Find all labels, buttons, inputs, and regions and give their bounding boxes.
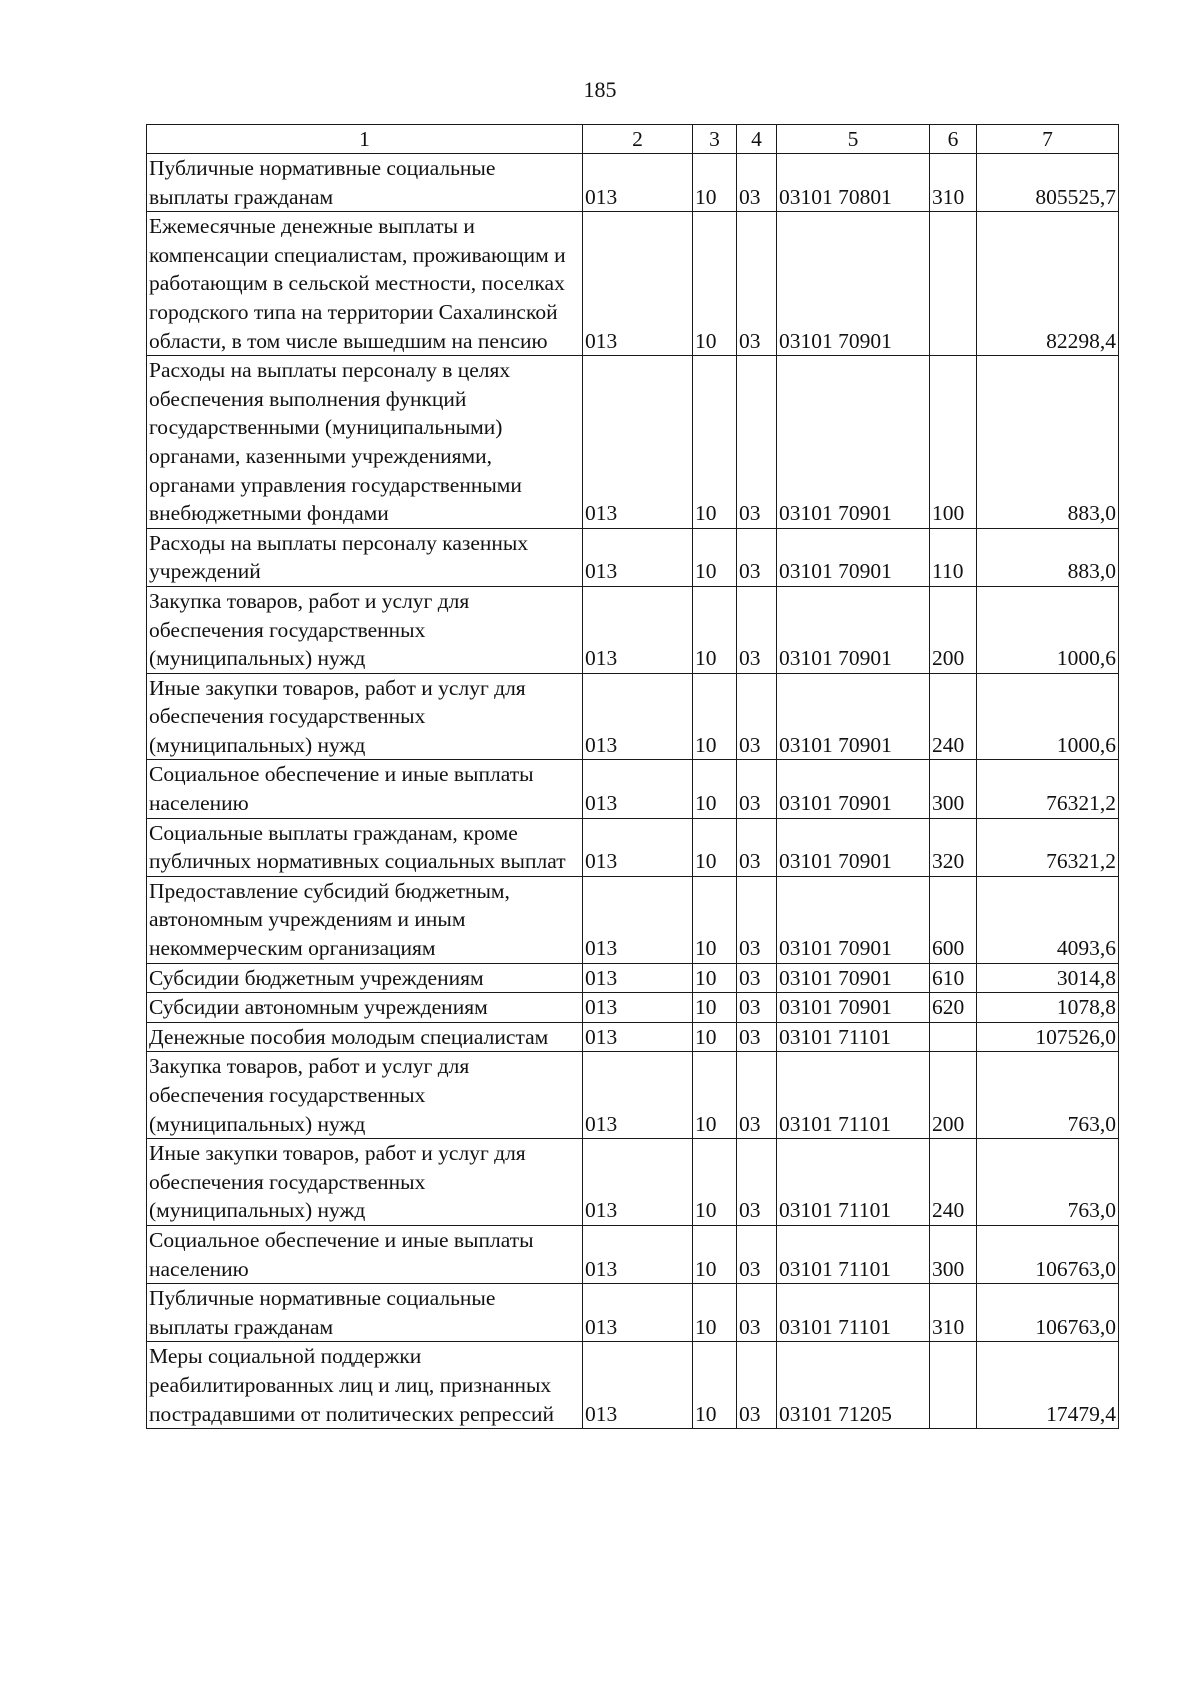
expense-name-cell: Предоставление субсидий бюджетным, автономным учреждениям и иным некоммерческим организациям [147,876,583,963]
column-header-3: 3 [693,125,737,154]
column-header-1: 1 [147,125,583,154]
ministry-code-cell: 013 [583,528,693,586]
section-code-cell: 10 [693,818,737,876]
amount-cell: 805525,7 [977,154,1119,212]
section-code-cell: 10 [693,963,737,993]
target-article-cell: 03101 70901 [777,876,930,963]
table-row [147,876,1119,963]
subsection-code-cell: 03 [737,1342,777,1429]
expense-name-cell: Социальные выплаты гражданам, кроме публичных нормативных социальных выплат [147,818,583,876]
expense-type-cell: 620 [930,993,977,1023]
amount-cell: 82298,4 [977,212,1119,356]
target-article-cell: 03101 70901 [777,993,930,1023]
expense-type-cell: 240 [930,673,977,760]
column-header-2: 2 [583,125,693,154]
table-row [147,212,1119,356]
ministry-code-cell: 013 [583,1225,693,1283]
amount-cell: 883,0 [977,356,1119,529]
table-row [147,1342,1119,1429]
subsection-code-cell: 03 [737,1022,777,1052]
expense-type-cell: 310 [930,154,977,212]
column-header-7: 7 [977,125,1119,154]
expense-name-cell: Иные закупки товаров, работ и услуг для обеспечения государственных (муниципальных) нужд [147,673,583,760]
budget-table [146,124,1119,1429]
ministry-code-cell: 013 [583,356,693,529]
section-code-cell: 10 [693,1225,737,1283]
amount-cell: 1000,6 [977,673,1119,760]
table-row [147,1052,1119,1139]
expense-name-cell: Закупка товаров, работ и услуг для обеспечения государственных (муниципальных) нужд [147,1052,583,1139]
section-code-cell: 10 [693,1052,737,1139]
target-article-cell: 03101 70901 [777,528,930,586]
target-article-cell: 03101 71101 [777,1022,930,1052]
subsection-code-cell: 03 [737,876,777,963]
amount-cell: 76321,2 [977,760,1119,818]
section-code-cell: 10 [693,1022,737,1052]
amount-cell: 106763,0 [977,1225,1119,1283]
table-row [147,528,1119,586]
target-article-cell: 03101 71205 [777,1342,930,1429]
table-row [147,818,1119,876]
subsection-code-cell: 03 [737,760,777,818]
table-body [147,154,1119,1429]
expense-name-cell: Денежные пособия молодым специалистам [147,1022,583,1052]
ministry-code-cell: 013 [583,1284,693,1342]
page-number: 185 [583,77,617,102]
expense-type-cell [930,1022,977,1052]
target-article-cell: 03101 71101 [777,1139,930,1226]
amount-cell: 1078,8 [977,993,1119,1023]
section-code-cell: 10 [693,1284,737,1342]
table-row [147,1022,1119,1052]
subsection-code-cell: 03 [737,1139,777,1226]
ministry-code-cell: 013 [583,818,693,876]
section-code-cell: 10 [693,528,737,586]
expense-name-cell: Субсидии бюджетным учреждениям [147,963,583,993]
subsection-code-cell: 03 [737,212,777,356]
section-code-cell: 10 [693,154,737,212]
subsection-code-cell: 03 [737,1284,777,1342]
subsection-code-cell: 03 [737,1052,777,1139]
expense-type-cell: 200 [930,586,977,673]
table-row [147,760,1119,818]
amount-cell: 763,0 [977,1052,1119,1139]
table-row [147,993,1119,1023]
target-article-cell: 03101 71101 [777,1052,930,1139]
subsection-code-cell: 03 [737,818,777,876]
table-row [147,1284,1119,1342]
expense-type-cell: 110 [930,528,977,586]
target-article-cell: 03101 70901 [777,586,930,673]
target-article-cell: 03101 71101 [777,1284,930,1342]
subsection-code-cell: 03 [737,993,777,1023]
subsection-code-cell: 03 [737,673,777,760]
column-header-5: 5 [777,125,930,154]
amount-cell: 763,0 [977,1139,1119,1226]
expense-name-cell: Меры социальной поддержки реабилитированных лиц и лиц, признанных пострадавшими от политических репрессий [147,1342,583,1429]
target-article-cell: 03101 70801 [777,154,930,212]
subsection-code-cell: 03 [737,356,777,529]
ministry-code-cell: 013 [583,993,693,1023]
section-code-cell: 10 [693,760,737,818]
table-row [147,586,1119,673]
section-code-cell: 10 [693,876,737,963]
section-code-cell: 10 [693,1139,737,1226]
section-code-cell: 10 [693,673,737,760]
expense-name-cell: Иные закупки товаров, работ и услуг для обеспечения государственных (муниципальных) нужд [147,1139,583,1226]
amount-cell: 1000,6 [977,586,1119,673]
ministry-code-cell: 013 [583,154,693,212]
expense-type-cell [930,212,977,356]
amount-cell: 106763,0 [977,1284,1119,1342]
expense-name-cell: Закупка товаров, работ и услуг для обеспечения государственных (муниципальных) нужд [147,586,583,673]
column-header-4: 4 [737,125,777,154]
ministry-code-cell: 013 [583,673,693,760]
expense-type-cell: 320 [930,818,977,876]
expense-type-cell: 610 [930,963,977,993]
expense-name-cell: Расходы на выплаты персоналу в целях обеспечения выполнения функций государственными (муниципальными) органами, казенными учреждениями, органами управления государственными внебюджетными фондами [147,356,583,529]
subsection-code-cell: 03 [737,528,777,586]
subsection-code-cell: 03 [737,963,777,993]
column-number-header-row [147,125,1119,154]
ministry-code-cell: 013 [583,876,693,963]
amount-cell: 76321,2 [977,818,1119,876]
expense-name-cell: Публичные нормативные социальные выплаты гражданам [147,154,583,212]
expense-type-cell: 600 [930,876,977,963]
table-row [147,963,1119,993]
table-row [147,154,1119,212]
ministry-code-cell: 013 [583,212,693,356]
expense-type-cell: 240 [930,1139,977,1226]
expense-type-cell: 100 [930,356,977,529]
ministry-code-cell: 013 [583,586,693,673]
table-row [147,1225,1119,1283]
subsection-code-cell: 03 [737,586,777,673]
section-code-cell: 10 [693,212,737,356]
subsection-code-cell: 03 [737,154,777,212]
expense-name-cell: Расходы на выплаты персоналу казенных учреждений [147,528,583,586]
target-article-cell: 03101 70901 [777,818,930,876]
section-code-cell: 10 [693,993,737,1023]
section-code-cell: 10 [693,586,737,673]
ministry-code-cell: 013 [583,1022,693,1052]
table-row [147,1139,1119,1226]
expense-type-cell: 300 [930,760,977,818]
target-article-cell: 03101 70901 [777,673,930,760]
ministry-code-cell: 013 [583,1052,693,1139]
expense-name-cell: Публичные нормативные социальные выплаты гражданам [147,1284,583,1342]
ministry-code-cell: 013 [583,1139,693,1226]
subsection-code-cell: 03 [737,1225,777,1283]
table-row [147,673,1119,760]
target-article-cell: 03101 70901 [777,760,930,818]
column-header-6: 6 [930,125,977,154]
target-article-cell: 03101 70901 [777,963,930,993]
amount-cell: 3014,8 [977,963,1119,993]
amount-cell: 17479,4 [977,1342,1119,1429]
target-article-cell: 03101 71101 [777,1225,930,1283]
expense-name-cell: Субсидии автономным учреждениям [147,993,583,1023]
expense-type-cell [930,1342,977,1429]
expense-type-cell: 300 [930,1225,977,1283]
expense-name-cell: Социальное обеспечение и иные выплаты населению [147,1225,583,1283]
section-code-cell: 10 [693,1342,737,1429]
amount-cell: 107526,0 [977,1022,1119,1052]
ministry-code-cell: 013 [583,963,693,993]
expense-name-cell: Социальное обеспечение и иные выплаты населению [147,760,583,818]
ministry-code-cell: 013 [583,1342,693,1429]
expense-type-cell: 310 [930,1284,977,1342]
amount-cell: 4093,6 [977,876,1119,963]
ministry-code-cell: 013 [583,760,693,818]
expense-type-cell: 200 [930,1052,977,1139]
table-row [147,356,1119,529]
target-article-cell: 03101 70901 [777,356,930,529]
amount-cell: 883,0 [977,528,1119,586]
expense-name-cell: Ежемесячные денежные выплаты и компенсации специалистам, проживающим и работающим в сельской местности, поселках городского типа на территории Сахалинской области, в том числе вышедшим на пенсию [147,212,583,356]
section-code-cell: 10 [693,356,737,529]
target-article-cell: 03101 70901 [777,212,930,356]
